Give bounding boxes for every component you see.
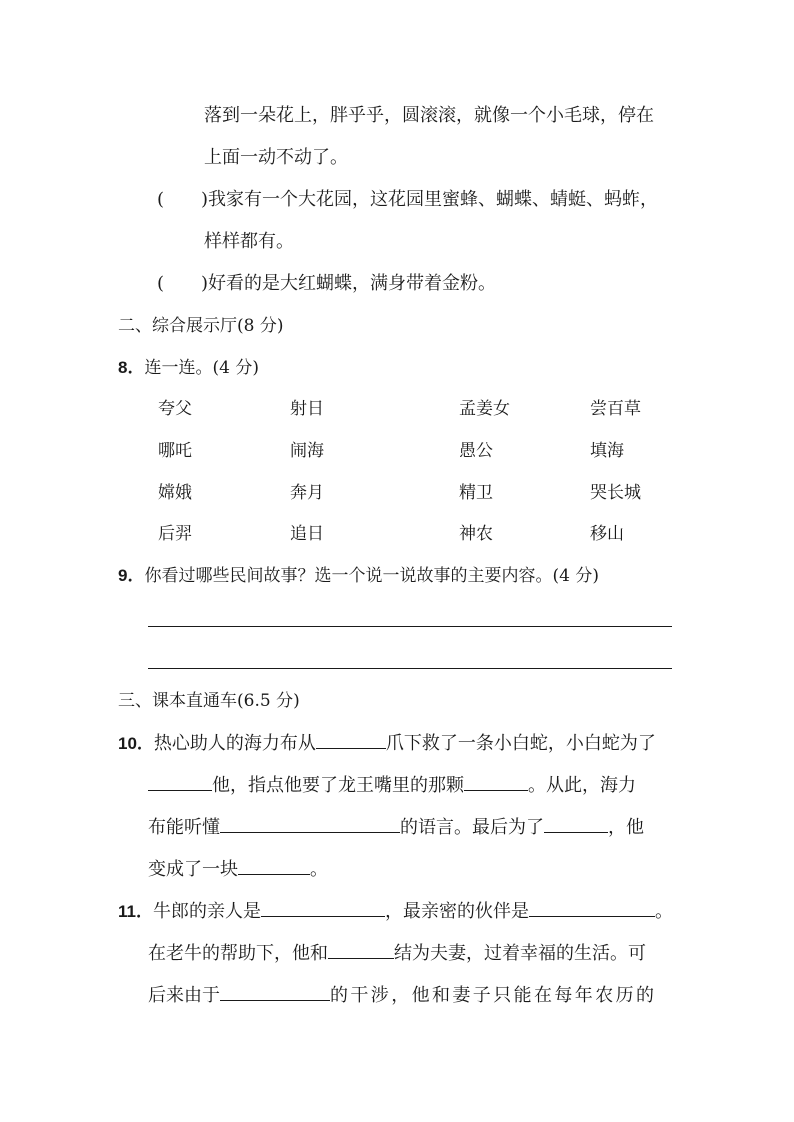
q10-number: 10．: [118, 734, 154, 753]
q9-answer-line-2[interactable]: [148, 668, 672, 669]
q11-text: ，最亲密的伙伴是: [384, 901, 529, 922]
q10-blank-5[interactable]: [544, 814, 608, 833]
q11-text: 后来由于: [148, 985, 220, 1006]
q11-text: 的干涉，他和妻子只能在每年农历的: [330, 985, 657, 1006]
q9-number: 9．: [118, 566, 145, 585]
q10-text: 。从此，海力: [528, 775, 636, 796]
q9-answer-line-1[interactable]: [148, 626, 672, 627]
section-2-title: 二、综合展示厅(8 分): [118, 316, 284, 336]
q7-item-b-paren[interactable]: (: [157, 273, 165, 294]
q11-text: 在老牛的帮助下，他和: [148, 943, 328, 964]
q10-line-3: [148, 814, 644, 840]
match-item[interactable]: 填海: [590, 441, 624, 461]
q7-passage-line-1: 落到一朵花上，胖乎乎，圆滚滚，就像一个小毛球，停在: [204, 105, 654, 126]
q10-blank-6[interactable]: [238, 856, 310, 875]
match-item[interactable]: 哪吒: [158, 441, 192, 461]
q11-blank-2[interactable]: [529, 898, 655, 917]
q7-item-a-text: )我家有一个大花园，这花园里蜜蜂、蝴蝶、蜻蜓、蚂蚱，: [201, 189, 659, 210]
q10-text: 他，指点他要了龙王嘴里的那颗: [212, 775, 464, 796]
q10-text: ，他: [608, 817, 644, 838]
match-item[interactable]: 移山: [590, 524, 624, 544]
q10-blank-1[interactable]: [316, 730, 386, 749]
q10-text: 热心助人的海力布从: [153, 733, 316, 754]
match-item[interactable]: 哭长城: [590, 483, 641, 503]
match-item[interactable]: 追日: [290, 524, 324, 544]
q11-text: 结为夫妻，过着幸福的生活。可: [394, 943, 646, 964]
q7-item-a-line-2: 样样都有。: [204, 231, 294, 252]
q11-line-3: [148, 982, 656, 1008]
match-item[interactable]: 神农: [459, 524, 493, 544]
q11-line-1: [118, 898, 673, 924]
match-item[interactable]: 闹海: [290, 441, 324, 461]
match-item[interactable]: 嫦娥: [158, 483, 192, 503]
q11-blank-4[interactable]: [220, 982, 330, 1001]
q9-prompt: [118, 564, 599, 588]
q8-number: 8．: [118, 358, 145, 377]
q8-prompt: [118, 356, 259, 380]
match-item[interactable]: 尝百草: [590, 399, 641, 419]
match-item[interactable]: 后羿: [158, 524, 192, 544]
q11-blank-1[interactable]: [261, 898, 385, 917]
q10-text: 布能听懂: [148, 817, 220, 838]
q8-text: 连一连。(4 分): [144, 358, 259, 378]
section-3-title: 三、课本直通车(6.5 分): [118, 691, 300, 711]
q10-line-4: [148, 856, 328, 882]
q11-text: 牛郎的亲人是: [152, 901, 261, 922]
q7-item-b: [157, 272, 496, 296]
q7-item-a-paren[interactable]: (: [157, 189, 165, 210]
q7-passage-line-2: 上面一动不动了。: [204, 147, 348, 168]
q10-blank-2[interactable]: [148, 772, 212, 791]
q10-text: 爪下救了一条小白蛇，小白蛇为了: [385, 733, 656, 754]
q11-blank-3[interactable]: [328, 940, 394, 959]
match-item[interactable]: 奔月: [290, 483, 324, 503]
q11-number: 11．: [118, 902, 153, 921]
q7-item-b-text: )好看的是大红蝴蝶，满身带着金粉。: [201, 273, 497, 294]
q10-blank-4[interactable]: [220, 814, 400, 833]
match-item[interactable]: 孟姜女: [459, 399, 510, 419]
q10-text: 的语言。最后为了: [400, 817, 544, 838]
q11-line-2: [148, 940, 646, 966]
match-item[interactable]: 愚公: [459, 441, 493, 461]
q10-line-1: [118, 730, 656, 756]
q10-text: 。: [310, 859, 328, 880]
q11-text: 。: [654, 901, 673, 922]
q9-text: 你看过哪些民间故事？选一个说一说故事的主要内容。(4 分): [144, 566, 599, 586]
q7-item-a: [157, 188, 658, 212]
match-item[interactable]: 精卫: [459, 483, 493, 503]
q10-text: 变成了一块: [148, 859, 238, 880]
q10-blank-3[interactable]: [464, 772, 528, 791]
match-item[interactable]: 夸父: [158, 399, 192, 419]
match-item[interactable]: 射日: [290, 399, 324, 419]
q10-line-2: [148, 772, 636, 798]
